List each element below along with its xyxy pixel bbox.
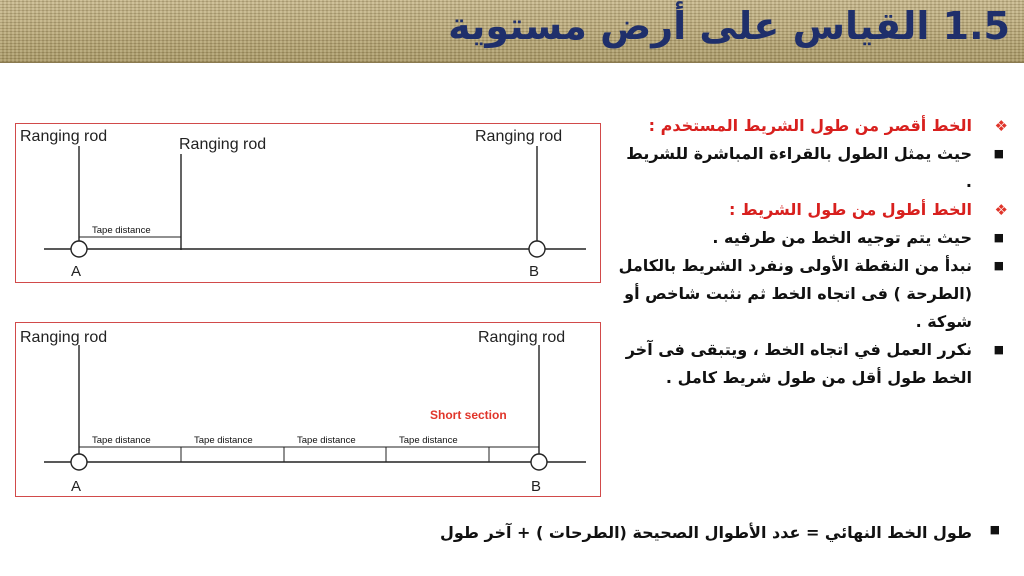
square-bullet-icon: ■ [993, 147, 1004, 160]
diamond-bullet-icon: ❖ [994, 201, 1008, 219]
ranging-rod-label: Ranging rod [475, 128, 563, 145]
list-item [615, 252, 1010, 336]
bullet-text: الخط أطول من طول الشريط : [728, 200, 972, 219]
ranging-rod-label: Ranging rod [20, 128, 108, 145]
point-a-label: A [71, 478, 82, 495]
formula-text: طول الخط النهائي = عدد الأطوال الصحيحة (الطرحات ) + آخر طول [439, 523, 972, 542]
point-b-marker [529, 241, 545, 257]
explanation-text [615, 112, 1010, 392]
tape-distance-label: Tape distance [194, 435, 253, 446]
tape-distance-label: Tape distance [92, 225, 151, 236]
ranging-rod-label: Ranging rod [478, 329, 566, 346]
list-item [615, 336, 1010, 392]
tape-distance-label: Tape distance [297, 435, 356, 446]
tape-distance-label: Tape distance [92, 435, 151, 446]
slide-title: 1.5 القياس على أرض مستوية [448, 4, 1010, 48]
point-b-label: B [529, 263, 540, 280]
ranging-rod-label: Ranging rod [20, 329, 108, 346]
point-b-marker [531, 454, 547, 470]
diagram-short-line-svg [16, 124, 600, 282]
short-section-label: Short section [430, 408, 507, 422]
final-length-formula [380, 523, 1010, 542]
title-banner [0, 0, 1024, 63]
point-a-marker [71, 454, 87, 470]
bullet-text: الخط أقصر من طول الشريط المستخدم : [648, 116, 972, 135]
diamond-bullet-icon: ❖ [994, 117, 1008, 135]
diagram-short-line [15, 123, 601, 283]
square-bullet-icon: ■ [989, 523, 1000, 536]
bullet-text: حيث يمثل الطول بالقراءة المباشرة للشريط . [626, 144, 972, 191]
bullet-text: نكرر العمل في اتجاه الخط ، ويتبقى فى آخر الخط طول أقل من طول شريط كامل . [625, 340, 972, 387]
list-item [615, 140, 1010, 196]
point-a-label: A [71, 263, 82, 280]
ranging-rod-label: Ranging rod [179, 136, 267, 153]
diagram-long-line [15, 322, 601, 497]
point-b-label: B [531, 478, 542, 495]
bullet-text: نبدأ من النقطة الأولى ونفرد الشريط بالكامل (الطرحة ) فى اتجاه الخط ثم نثبت شاخص أو شوكة . [618, 256, 972, 331]
square-bullet-icon: ■ [993, 343, 1004, 356]
diagram-long-line-svg [16, 323, 600, 496]
heading-long-line [615, 196, 1010, 224]
point-a-marker [71, 241, 87, 257]
tape-distance-label: Tape distance [399, 435, 458, 446]
bullet-text: حيث يتم توجيه الخط من طرفيه . [712, 228, 972, 247]
list-item [615, 224, 1010, 252]
heading-short-line [615, 112, 1010, 140]
square-bullet-icon: ■ [993, 259, 1004, 272]
square-bullet-icon: ■ [993, 231, 1004, 244]
